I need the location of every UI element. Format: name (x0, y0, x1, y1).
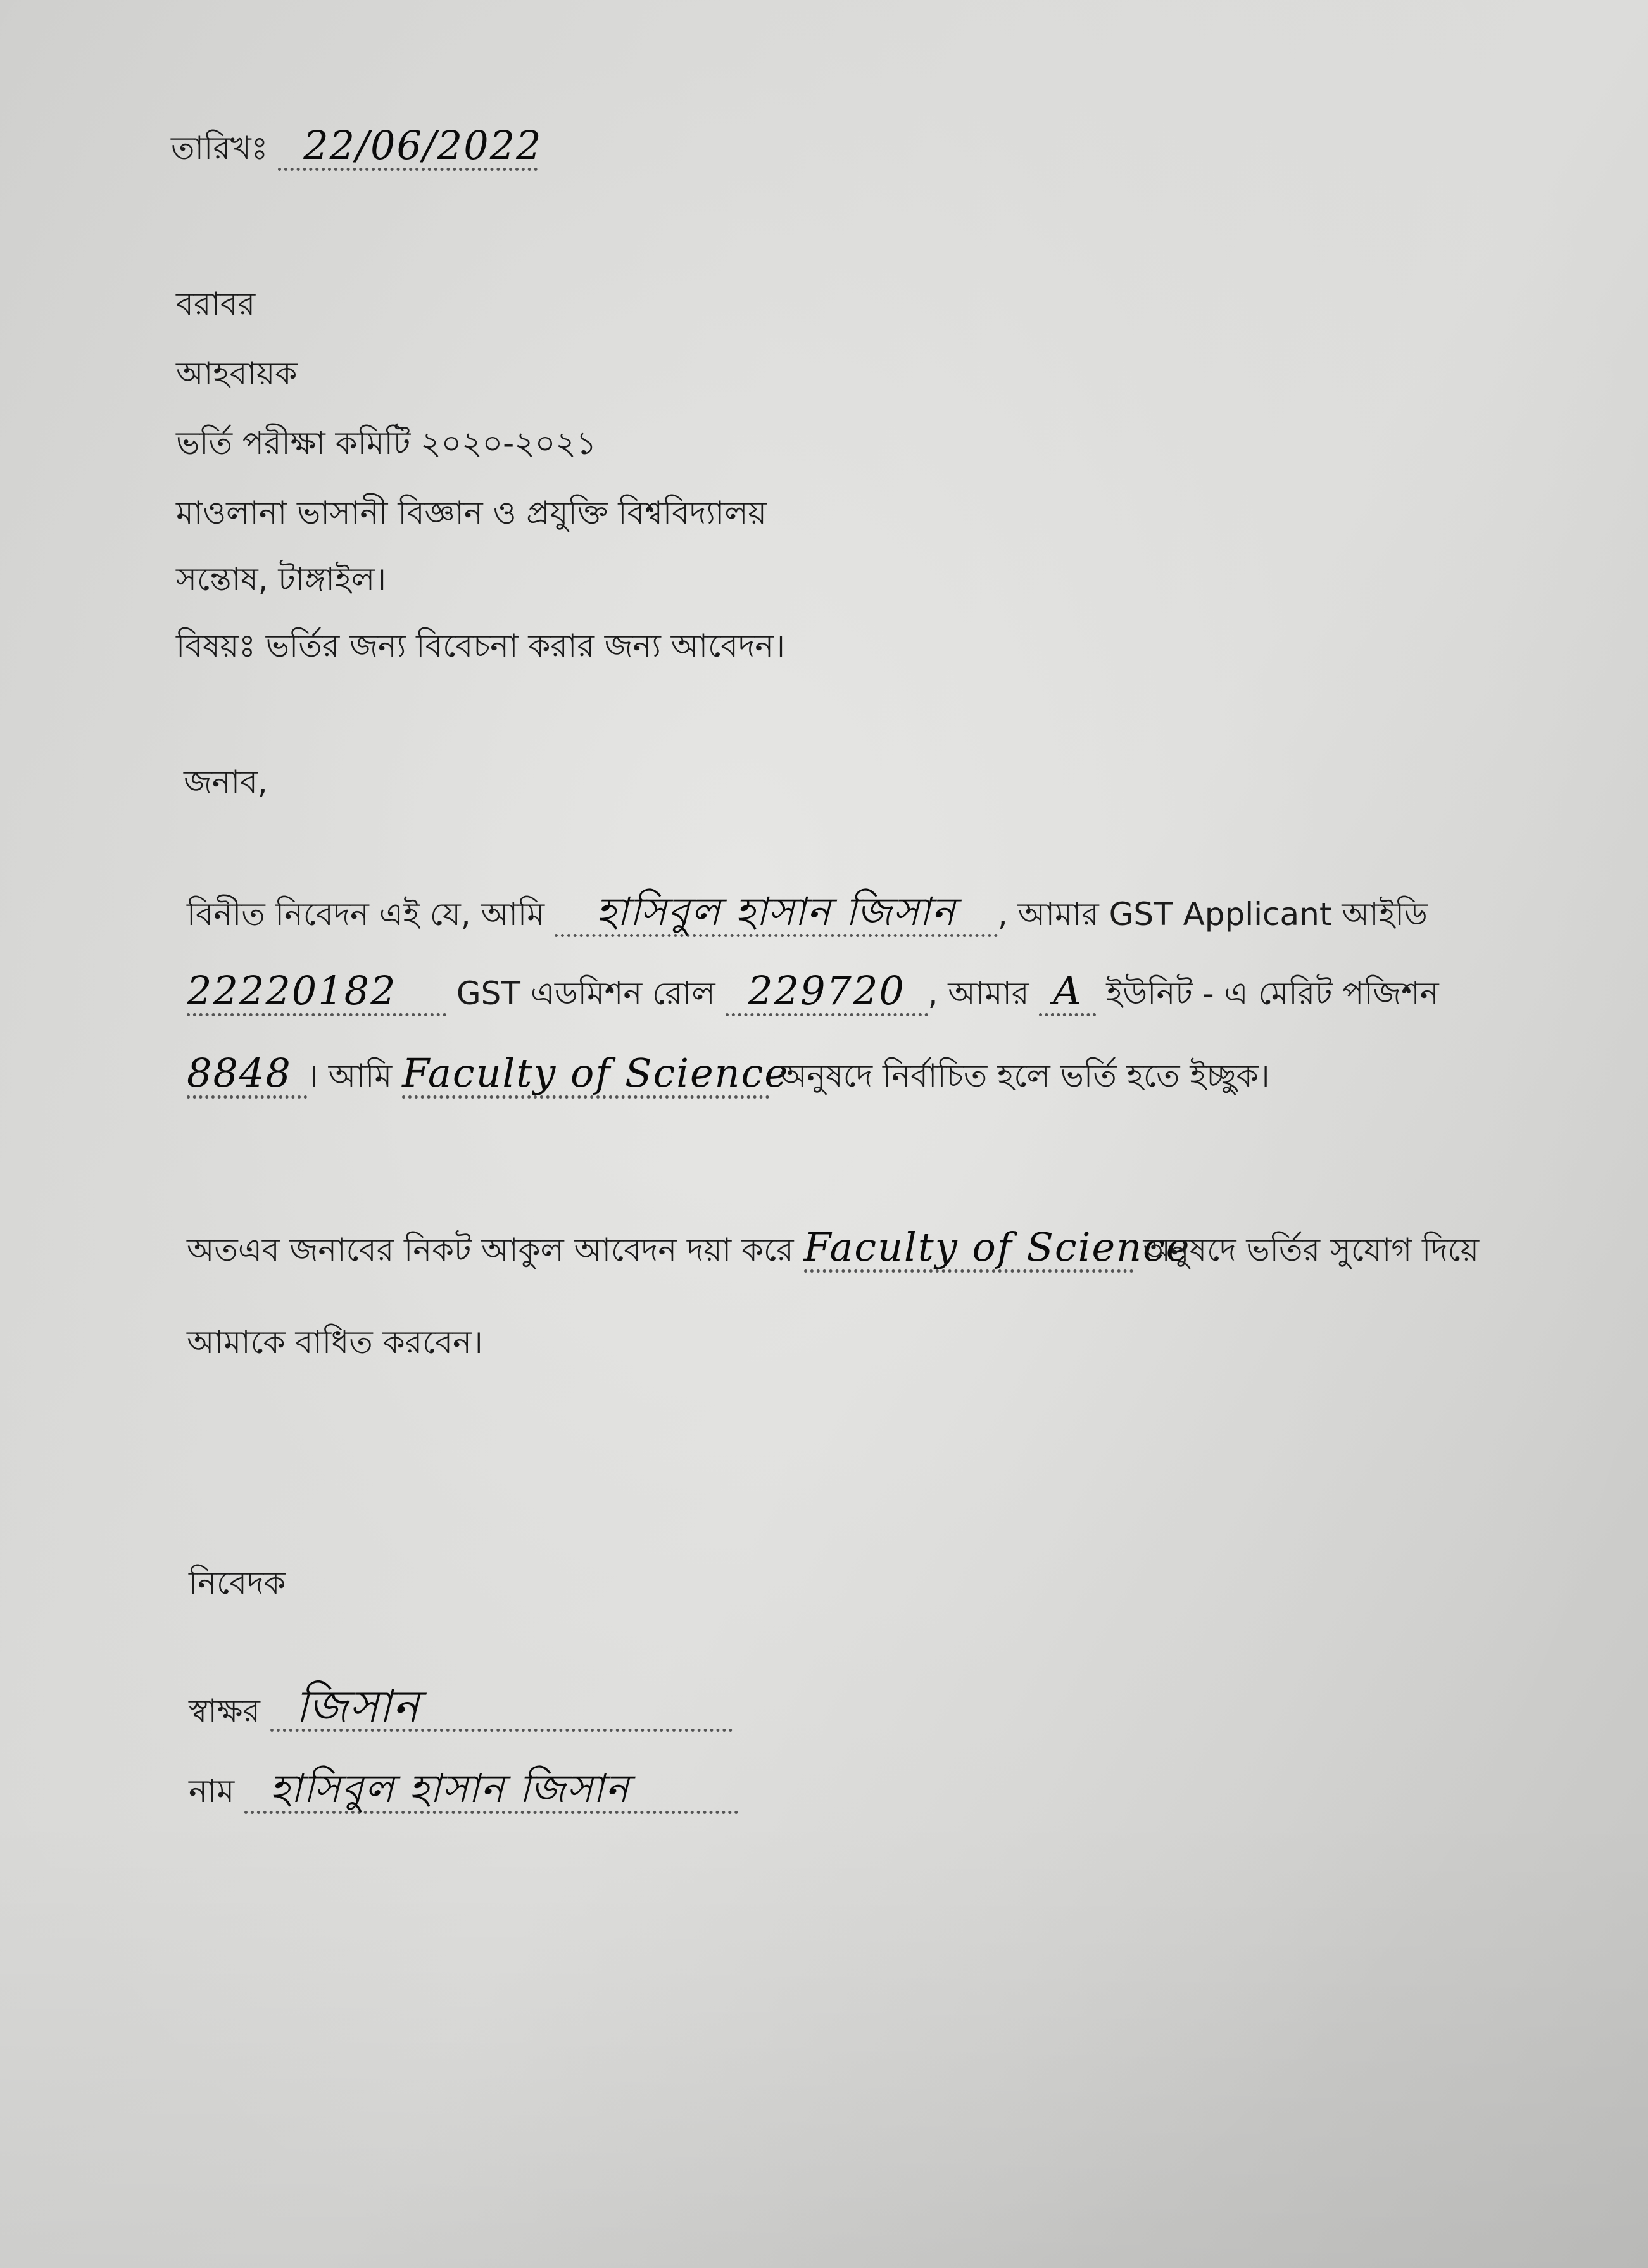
roll-field: 229720 (726, 969, 928, 1016)
applicant-name-field: হাসিবুল হাসান জিসান (555, 890, 998, 937)
para1-line-3 (187, 1051, 1504, 1099)
faculty-field-2: Faculty of Science (804, 1225, 1133, 1273)
para1-line-1 (187, 890, 1504, 937)
para1-text-6: । আমি (307, 1057, 393, 1094)
para2-line-2: আমাকে বাধিত করবেন। (187, 1324, 483, 1361)
date-value: 22/06/2022 (278, 123, 538, 171)
merit-field: 8848 (187, 1051, 307, 1099)
signature-row (189, 1680, 733, 1733)
para2-line-1 (187, 1225, 1523, 1273)
para1-line-2 (187, 969, 1504, 1016)
subject-line: বিষয়ঃ ভর্তির জন্য বিবেচনা করার জন্য আবেদন। (176, 627, 786, 664)
name-label: নাম (189, 1773, 235, 1810)
name-row (189, 1767, 738, 1814)
salutation: জনাব, (184, 764, 268, 800)
unit-field: A (1039, 969, 1096, 1016)
para2-text-1: অতএব জনাবের নিকট আকুল আবেদন দয়া করে (187, 1232, 794, 1268)
recipient-line-5: সন্তোষ, টাঙ্গাইল। (176, 561, 386, 598)
date-row (171, 122, 543, 171)
para1-text-2: , আমার GST Applicant আইডি (997, 896, 1428, 933)
closing-label: নিবেদক (189, 1565, 286, 1601)
recipient-line-4: মাওলানা ভাসানী বিজ্ঞান ও প্রযুক্তি বিশ্ববিদ্যালয় (176, 495, 767, 531)
name-field: হাসিবুল হাসান জিসান (244, 1767, 738, 1814)
faculty-field-1: Faculty of Science (402, 1051, 769, 1099)
para1-text-3: GST এডমিশন রোল (456, 975, 715, 1012)
para1-text-4: , আমার (928, 975, 1029, 1012)
signature-label: স্বাক্ষর (189, 1692, 260, 1729)
recipient-line-3: ভর্তি পরীক্ষা কমিটি ২০২০-২০২১ (176, 425, 597, 462)
para1-text-5: ইউনিট - এ মেরিট পজিশন (1106, 975, 1439, 1012)
para1-text-7: অনুষদে নির্বাচিত হলে ভর্তি হতে ইচ্ছুক। (779, 1057, 1270, 1094)
date-label: তারিখঃ (171, 130, 268, 167)
recipient-line-2: আহবায়ক (176, 355, 298, 392)
applicant-id-field: 22220182 (187, 969, 446, 1016)
signature-field: জিসান (270, 1684, 733, 1732)
para2-text-2: অনুষদে ভর্তির সুযোগ দিয়ে (1143, 1232, 1480, 1268)
para1-text-1: বিনীত নিবেদন এই যে, আমি (187, 896, 544, 933)
recipient-line-1: বরাবর (176, 286, 256, 322)
